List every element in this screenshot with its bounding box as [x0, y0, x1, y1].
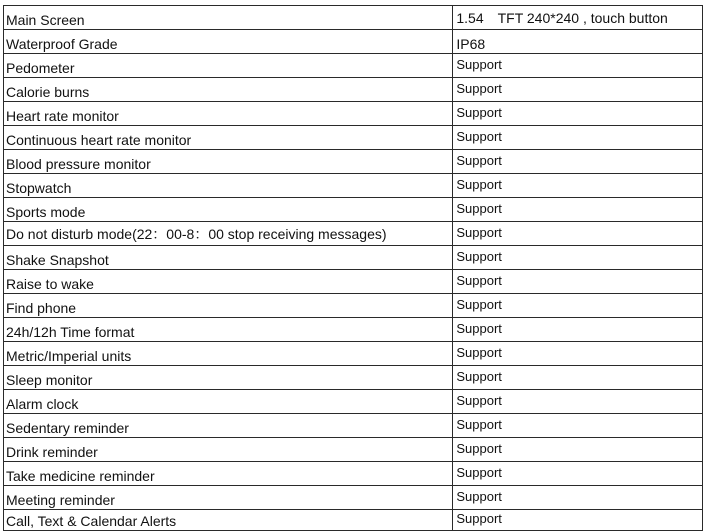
feature-cell: Find phone [4, 294, 453, 317]
table-row [4, 294, 703, 318]
value-cell: Support [453, 510, 703, 530]
spec-table [3, 5, 703, 531]
value-cell: 1.54 TFT 240*240 , touch button [453, 6, 703, 29]
table-row [4, 414, 703, 438]
feature-cell: Blood pressure monitor [4, 150, 453, 173]
table-row [4, 342, 703, 366]
value-cell: Support [453, 414, 703, 437]
table-row [4, 30, 703, 54]
value-cell: Support [453, 150, 703, 173]
feature-cell: Heart rate monitor [4, 102, 453, 125]
table-row [4, 102, 703, 126]
feature-cell: Drink reminder [4, 438, 453, 461]
feature-cell: Meeting reminder [4, 486, 453, 509]
table-row [4, 198, 703, 222]
value-cell: Support [453, 126, 703, 149]
value-cell: Support [453, 102, 703, 125]
table-row [4, 150, 703, 174]
value-cell: Support [453, 366, 703, 389]
table-row [4, 390, 703, 414]
feature-cell: Sedentary reminder [4, 414, 453, 437]
table-row [4, 438, 703, 462]
feature-cell: Do not disturb mode(22：00-8：00 stop receiving messages) [4, 222, 453, 245]
feature-cell: Stopwatch [4, 174, 453, 197]
value-cell: IP68 [453, 30, 703, 53]
feature-cell: Calorie burns [4, 78, 453, 101]
feature-cell: Alarm clock [4, 390, 453, 413]
feature-cell: Sports mode [4, 198, 453, 221]
value-cell: Support [453, 342, 703, 365]
value-cell: Support [453, 270, 703, 293]
feature-cell: Take medicine reminder [4, 462, 453, 485]
value-cell: Support [453, 222, 703, 245]
table-row [4, 510, 703, 531]
feature-cell: Metric/Imperial units [4, 342, 453, 365]
feature-cell: Main Screen [4, 6, 453, 29]
table-row [4, 270, 703, 294]
feature-cell: Shake Snapshot [4, 246, 453, 269]
feature-cell: Raise to wake [4, 270, 453, 293]
value-cell: Support [453, 54, 703, 77]
feature-cell: Waterproof Grade [4, 30, 453, 53]
feature-cell: Pedometer [4, 54, 453, 77]
table-row [4, 126, 703, 150]
table-row [4, 6, 703, 30]
value-cell: Support [453, 294, 703, 317]
table-row [4, 174, 703, 198]
value-cell: Support [453, 462, 703, 485]
table-row [4, 246, 703, 270]
table-row [4, 222, 703, 246]
value-cell: Support [453, 174, 703, 197]
value-cell: Support [453, 246, 703, 269]
feature-cell: 24h/12h Time format [4, 318, 453, 341]
table-row [4, 78, 703, 102]
feature-cell: Continuous heart rate monitor [4, 126, 453, 149]
feature-cell: Sleep monitor [4, 366, 453, 389]
table-row [4, 318, 703, 342]
value-cell: Support [453, 78, 703, 101]
table-row [4, 54, 703, 78]
table-row [4, 486, 703, 510]
table-row [4, 366, 703, 390]
value-cell: Support [453, 318, 703, 341]
value-cell: Support [453, 198, 703, 221]
feature-cell: Call, Text & Calendar Alerts [4, 510, 453, 530]
table-row [4, 462, 703, 486]
value-cell: Support [453, 438, 703, 461]
value-cell: Support [453, 486, 703, 509]
value-cell: Support [453, 390, 703, 413]
